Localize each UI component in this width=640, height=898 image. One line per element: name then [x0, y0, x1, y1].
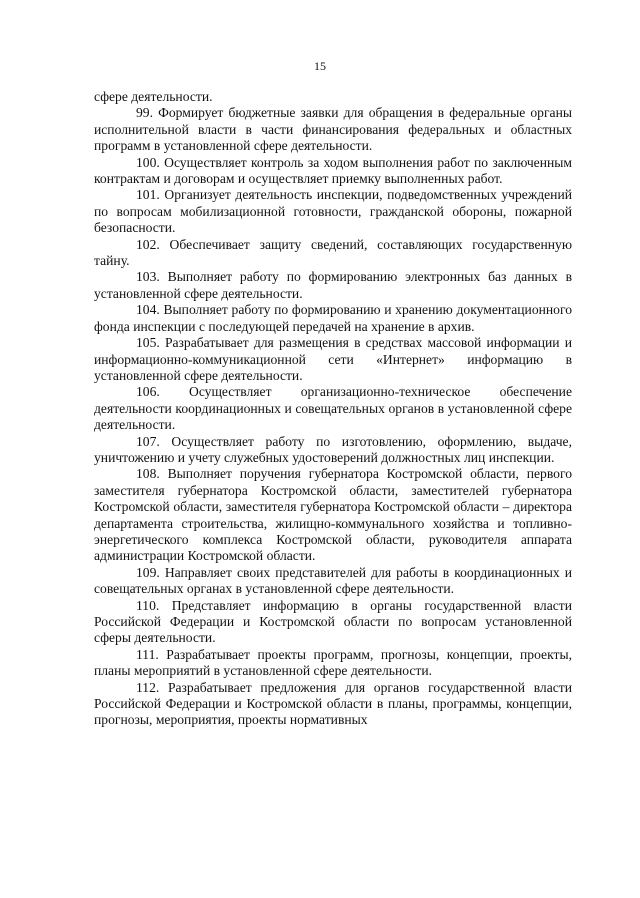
- paragraph-108: 108. Выполняет поручения губернатора Костромской области, первого заместителя губернатора Костромской области, заместителей губернатора Костромской области, заместителя губернатора Костромской области – директора департамента строительства, жилищно-коммунального хозяйства и топливно-энергетического комплекса Костромской области, руководителя аппарата администрации Костромской области.: [94, 466, 572, 564]
- paragraph-103: 103. Выполняет работу по формированию электронных баз данных в установленной сфере деятельности.: [94, 269, 572, 301]
- paragraph-104: 104. Выполняет работу по формированию и хранению документационного фонда инспекции с последующей передачей на хранение в архив.: [94, 302, 572, 334]
- paragraph-continuation: сфере деятельности.: [94, 89, 213, 104]
- paragraph-106: 106. Осуществляет организационно-техническое обеспечение деятельности координационных и совещательных органов в установленной сфере деятельности.: [94, 384, 572, 433]
- paragraph-107: 107. Осуществляет работу по изготовлению, оформлению, выдаче, уничтожению и учету служебных удостоверений должностных лиц инспекции.: [94, 433, 572, 465]
- paragraph-105: 105. Разрабатывает для размещения в средствах массовой информации и информационно-коммуникационной сети «Интернет» информацию в установленной сфере деятельности.: [94, 335, 572, 383]
- document-body: [94, 89, 572, 729]
- paragraph-110: 110. Представляет информацию в органы государственной власти Российской Федерации и Костромской области по вопросам установленной сферы деятельности.: [94, 597, 572, 646]
- paragraph-102: 102. Обеспечивает защиту сведений, составляющих государственную тайну.: [94, 236, 572, 269]
- page-number: 15: [314, 59, 326, 73]
- paragraph-109: 109. Направляет своих представителей для работы в координационных и совещательных органах в установленной сфере деятельности.: [94, 564, 572, 597]
- paragraph-99: 99. Формирует бюджетные заявки для обращения в федеральные органы исполнительной власти в части финансирования федеральных и областных программ в установленной сфере деятельности.: [94, 105, 572, 154]
- paragraph-112: 112. Разрабатывает предложения для органов государственной власти Российской Федерации и Костромской области в планы, программы, концепции, прогнозы, мероприятия, проекты нормативных: [94, 679, 572, 728]
- paragraph-100: 100. Осуществляет контроль за ходом выполнения работ по заключенным контрактам и договорам и осуществляет приемку выполненных работ.: [94, 154, 572, 187]
- paragraph-101: 101. Организует деятельность инспекции, подведомственных учреждений по вопросам мобилизационной готовности, гражданской обороны, пожарной безопасности.: [94, 187, 572, 236]
- paragraph-111: 111. Разрабатывает проекты программ, прогнозы, концепции, проекты, планы мероприятий в установленной сфере деятельности.: [94, 646, 572, 679]
